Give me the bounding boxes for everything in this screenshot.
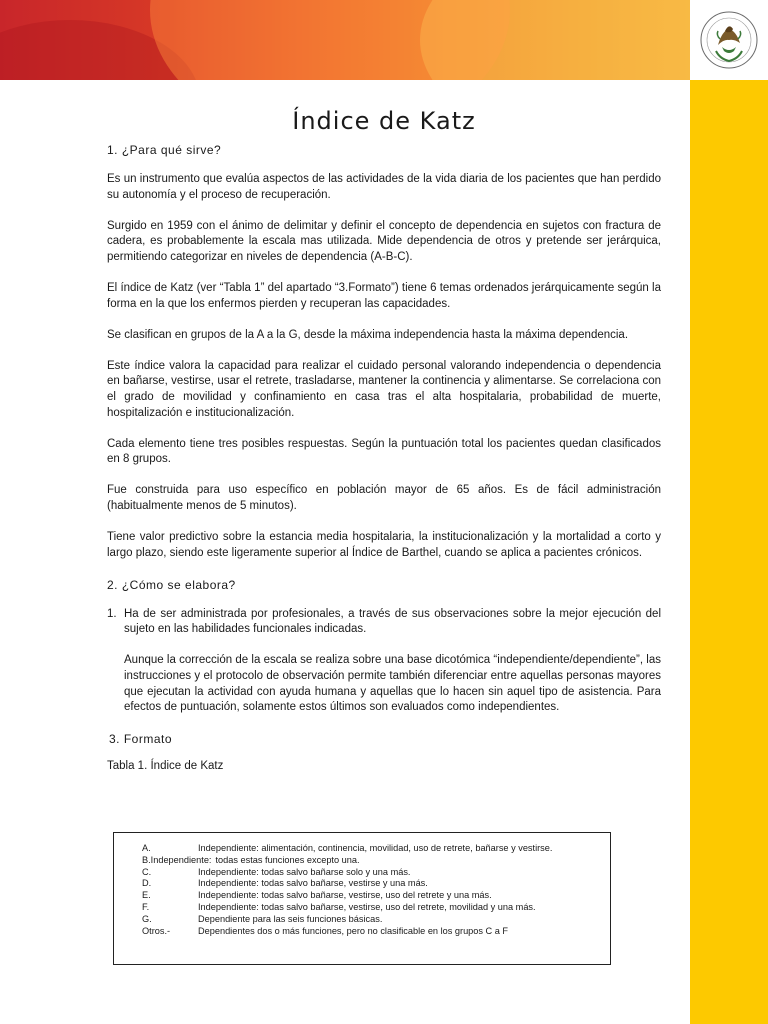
katz-index-table [113,832,611,965]
table-caption: Tabla 1. Índice de Katz [107,760,224,773]
katz-code: D. [142,878,152,889]
katz-row [142,926,600,938]
seal-container [690,0,768,80]
katz-description: Dependientes dos o más funciones, pero no clasificable en los grupos C a F [198,925,509,936]
katz-code: E. [142,890,151,901]
paragraph: Fue construida para uso específico en población mayor de 65 años. Es de fácil administración (habitualmente menos de 5 minutos). [107,484,661,512]
paragraph: Surgido en 1959 con el ánimo de delimitar y definir el concepto de dependencia en sujetos con fractura de cadera, es probablemente la escala mas utilizada. Mide dependencia de otros y pretende ser jerárquica, permitiendo categorizar en niveles de dependencia (A-B-C). [107,219,661,263]
document-title: Índice de Katz [292,107,476,135]
paragraph: Se clasifican en grupos de la A a la G, desde la máxima independencia hasta la máxima dependencia. [107,328,629,341]
katz-code: F. [142,901,150,912]
paragraph: Ha de ser administrada por profesionales, a través de sus observaciones sobre la mejor ejecución del sujeto en las habilidades funcionales indicadas. [124,607,661,636]
katz-code: A. [142,843,151,853]
katz-code: G. [142,913,152,924]
section-heading: 1. ¿Para qué sirve? [107,143,222,157]
list-item [107,607,661,716]
header-color-band [0,0,690,80]
paragraph: Es un instrumento que evalúa aspectos de las actividades de la vida diaria de los pacientes que han perdido su autonomía y el proceso de recuperación. [107,173,661,201]
document-body [107,104,661,782]
katz-description: Independiente: todas salvo bañarse solo y una más. [198,866,411,877]
paragraph: El índice de Katz (ver “Tabla 1” del apartado “3.Formato”) tiene 6 temas ordenados jerárquicamente según la forma en la que los enfermos pierden y recuperan las capacidades. [107,281,661,310]
mexican-coat-of-arms-seal-icon [698,9,760,71]
katz-description: Dependiente para las seis funciones básicas. [198,913,383,924]
katz-code: C. [142,866,152,877]
numbered-list [107,607,661,716]
katz-row [142,843,600,855]
katz-description: Independiente: todas salvo bañarse, vestirse, uso del retrete y una más. [198,890,492,901]
section-heading: 2. ¿Cómo se elabora? [107,577,236,592]
katz-row [142,914,600,926]
list-number: 1. [107,607,117,620]
katz-description: todas estas funciones excepto una. [215,854,360,865]
katz-row [142,878,600,890]
katz-code: Otros.- [142,925,171,936]
katz-description: Independiente: todas salvo bañarse, vestirse, uso del retrete, movilidad y una más. [198,901,536,912]
katz-code: B.Independiente: [142,854,212,865]
yellow-side-bar [690,80,768,1024]
paragraph: Este índice valora la capacidad para realizar el cuidado personal valorando independencia o dependencia en bañarse, vestirse, usar el retrete, trasladarse, mantener la continencia y alimentarse. Se correlaciona con el grado de movilidad y confinamiento en casa tras el alta hospitalaria, probabilidad de muerte, hospitalización e institucionalización. [107,359,661,419]
katz-row [142,902,600,914]
paragraph: Aunque la corrección de la escala se realiza sobre una base dicotómica “independiente/dependiente”, las instrucciones y el protocolo de observación permite también diferenciar entre aquellas personas mayores que ejecutan la actividad con ayuda humana y aquellas que lo hacen sin aquel tipo de asistencia. Para efectos de puntuación, solamente estos últimos son evaluados como independientes. [124,654,661,714]
katz-row [142,890,600,902]
katz-description: Independiente: alimentación, continencia, movilidad, uso de retrete, bañarse y vestirse. [198,843,553,853]
katz-description: Independiente: todas salvo bañarse, vestirse y una más. [198,878,428,889]
katz-row [142,855,600,867]
paragraph: Tiene valor predictivo sobre la estancia media hospitalaria, la institucionalización y la mortalidad a corto y largo plazo, siendo este ligeramente superior al Índice de Barthel, cuando se aplica a pacientes crónicos. [107,531,661,559]
paragraph: Cada elemento tiene tres posibles respuestas. Según la puntuación total los pacientes quedan clasificados en 8 grupos. [107,437,661,466]
katz-row [142,867,600,879]
section-heading: 3. Formato [109,732,173,747]
header-swoosh [420,0,690,80]
